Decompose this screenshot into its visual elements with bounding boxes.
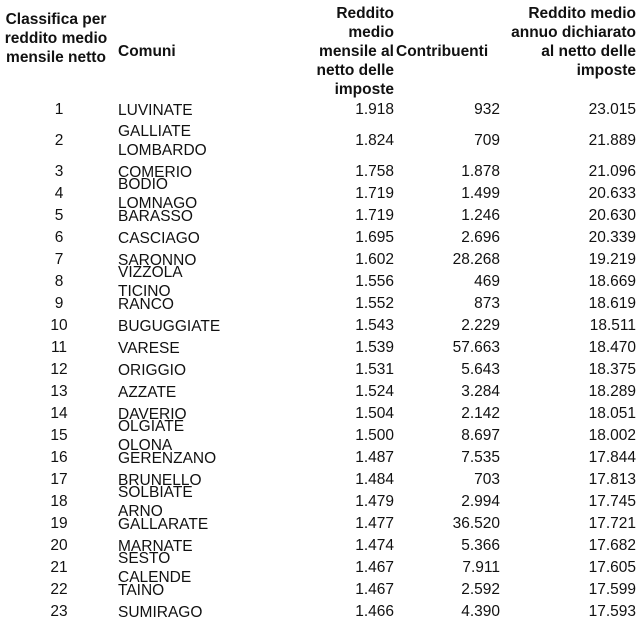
cell-reddito-mensile: 1.719	[355, 207, 394, 224]
cell-reddito-annuo: 21.889	[588, 132, 636, 149]
comune-name: BARASSO	[118, 207, 193, 225]
cell-comune	[118, 176, 298, 212]
header-rank: Classifica per reddito medio mensile netto	[4, 11, 108, 66]
table-row	[0, 359, 640, 381]
comune-name: COMERIO	[118, 163, 193, 181]
cell-rank: 15	[50, 427, 68, 444]
cell-reddito-mensile: 1.543	[355, 317, 394, 334]
table-row	[0, 205, 640, 227]
cell-reddito-annuo: 18.470	[588, 339, 636, 356]
cell-contribuenti: 1.878	[461, 163, 500, 180]
comune-name: DAVERIO	[118, 405, 187, 423]
comune-name: SOLBIATE ARNO	[118, 484, 193, 520]
cell-reddito-mensile: 1.719	[355, 185, 394, 202]
cell-reddito-annuo: 17.593	[588, 603, 636, 620]
cell-comune	[118, 205, 298, 227]
cell-contribuenti: 469	[474, 273, 500, 290]
comune-name: GALLIATE LOMBARDO	[118, 123, 207, 159]
table-row	[0, 161, 640, 183]
cell-reddito-annuo: 20.630	[588, 207, 636, 224]
cell-comune	[118, 381, 298, 403]
cell-contribuenti: 7.911	[462, 559, 500, 576]
cell-reddito-mensile: 1.467	[355, 581, 394, 598]
cell-contribuenti: 709	[474, 132, 500, 149]
cell-reddito-mensile: 1.556	[355, 273, 394, 290]
comune-name: LUVINATE	[118, 101, 193, 119]
cell-comune	[118, 315, 298, 337]
cell-rank: 22	[50, 581, 68, 598]
cell-rank: 14	[50, 405, 68, 422]
cell-reddito-annuo: 20.633	[588, 185, 636, 202]
table-row	[0, 227, 640, 249]
cell-contribuenti: 2.994	[461, 493, 500, 510]
cell-contribuenti: 1.499	[461, 185, 500, 202]
header-reddito-annuo: Reddito medio annuo dichiarato al netto delle imposte	[511, 5, 636, 79]
cell-reddito-mensile: 1.479	[355, 493, 394, 510]
table-row	[0, 469, 640, 491]
cell-reddito-mensile: 1.758	[355, 163, 394, 180]
cell-reddito-mensile: 1.477	[355, 515, 394, 532]
cell-comune	[118, 579, 298, 601]
comune-name: ORIGGIO	[118, 361, 187, 379]
table-row	[0, 535, 640, 557]
cell-rank: 10	[50, 317, 68, 334]
cell-contribuenti: 2.229	[461, 317, 500, 334]
cell-comune	[118, 293, 298, 315]
cell-reddito-annuo: 17.682	[588, 537, 636, 554]
table-row	[0, 337, 640, 359]
cell-comune	[118, 484, 298, 520]
cell-reddito-mensile: 1.539	[355, 339, 394, 356]
comune-name: AZZATE	[118, 383, 177, 401]
comune-name: VARESE	[118, 339, 180, 357]
comune-name: GERENZANO	[118, 449, 217, 467]
cell-rank: 19	[50, 515, 68, 532]
cell-contribuenti: 932	[474, 101, 500, 118]
cell-contribuenti: 873	[474, 295, 500, 312]
table-row	[0, 484, 640, 520]
comune-name: SESTO CALENDE	[118, 550, 192, 586]
table-row	[0, 601, 640, 623]
cell-comune	[118, 601, 298, 623]
cell-contribuenti: 28.268	[452, 251, 500, 268]
cell-reddito-mensile: 1.531	[355, 361, 394, 378]
cell-reddito-annuo: 18.002	[588, 427, 636, 444]
cell-comune	[118, 264, 298, 300]
comune-name: CASCIAGO	[118, 229, 200, 247]
table-row	[0, 249, 640, 271]
cell-reddito-mensile: 1.500	[355, 427, 394, 444]
header-reddito-mensile: Reddito medio mensile al netto delle imposte	[316, 5, 394, 98]
cell-contribuenti: 36.520	[452, 515, 500, 532]
cell-comune	[118, 121, 298, 161]
cell-reddito-mensile: 1.695	[355, 229, 394, 246]
cell-reddito-annuo: 18.289	[588, 383, 636, 400]
cell-contribuenti: 703	[474, 471, 500, 488]
cell-rank: 7	[54, 251, 64, 268]
cell-reddito-annuo: 17.844	[588, 449, 636, 466]
cell-contribuenti: 2.142	[461, 405, 500, 422]
cell-comune	[118, 513, 298, 535]
cell-reddito-annuo: 18.669	[588, 273, 636, 290]
comune-name: BODIO LOMNAGO	[118, 176, 198, 212]
table-row	[0, 513, 640, 535]
table-row	[0, 579, 640, 601]
cell-reddito-annuo: 18.051	[588, 405, 636, 422]
table-header	[0, 0, 640, 102]
table-row	[0, 293, 640, 315]
cell-reddito-mensile: 1.824	[355, 132, 394, 149]
comune-name: TAINO	[118, 581, 165, 599]
cell-contribuenti: 5.366	[461, 537, 500, 554]
cell-reddito-mensile: 1.602	[355, 251, 394, 268]
cell-rank: 20	[50, 537, 68, 554]
comune-name: SUMIRAGO	[118, 603, 203, 621]
cell-contribuenti: 4.390	[461, 603, 500, 620]
cell-reddito-mensile: 1.487	[355, 449, 394, 466]
cell-reddito-annuo: 18.619	[588, 295, 636, 312]
cell-contribuenti: 3.284	[461, 383, 500, 400]
comune-name: OLGIATE OLONA	[118, 418, 185, 454]
cell-comune	[118, 418, 298, 454]
table-row	[0, 403, 640, 425]
cell-reddito-annuo: 18.375	[588, 361, 636, 378]
comune-name: SARONNO	[118, 251, 197, 269]
cell-rank: 1	[54, 101, 64, 118]
table-row	[0, 381, 640, 403]
cell-reddito-annuo: 17.721	[588, 515, 636, 532]
cell-comune	[118, 550, 298, 586]
comune-name: MARNATE	[118, 537, 193, 555]
cell-reddito-annuo: 20.339	[588, 229, 636, 246]
cell-rank: 4	[54, 185, 64, 202]
table-row	[0, 99, 640, 121]
comune-name: VIZZOLA TICINO	[118, 264, 182, 300]
cell-reddito-annuo: 17.605	[588, 559, 636, 576]
cell-reddito-annuo: 17.745	[588, 493, 636, 510]
cell-comune	[118, 359, 298, 381]
cell-reddito-annuo: 17.599	[588, 581, 636, 598]
table-row	[0, 550, 640, 586]
cell-rank: 17	[50, 471, 68, 488]
table-row	[0, 418, 640, 454]
cell-contribuenti: 7.535	[461, 449, 500, 466]
header-comune: Comuni	[118, 43, 176, 60]
cell-reddito-annuo: 19.219	[588, 251, 636, 268]
cell-contribuenti: 1.246	[461, 207, 500, 224]
cell-rank: 11	[50, 339, 68, 356]
cell-reddito-annuo: 23.015	[588, 101, 636, 118]
cell-rank: 21	[50, 559, 68, 576]
cell-reddito-annuo: 18.511	[589, 317, 636, 334]
cell-reddito-mensile: 1.918	[355, 101, 394, 118]
cell-contribuenti: 2.696	[461, 229, 500, 246]
cell-reddito-mensile: 1.474	[355, 537, 394, 554]
comune-name: BRUNELLO	[118, 471, 202, 489]
cell-reddito-mensile: 1.484	[355, 471, 394, 488]
cell-reddito-mensile: 1.466	[355, 603, 394, 620]
cell-rank: 16	[50, 449, 68, 466]
cell-reddito-mensile: 1.504	[355, 405, 394, 422]
cell-rank: 6	[54, 229, 64, 246]
cell-reddito-mensile: 1.524	[355, 383, 394, 400]
cell-comune	[118, 99, 298, 121]
table-row	[0, 315, 640, 337]
cell-reddito-mensile: 1.552	[355, 295, 394, 312]
cell-rank: 5	[54, 207, 64, 224]
table-row	[0, 176, 640, 212]
cell-contribuenti: 2.592	[461, 581, 500, 598]
cell-contribuenti: 57.663	[452, 339, 500, 356]
cell-comune	[118, 337, 298, 359]
cell-rank: 13	[50, 383, 68, 400]
cell-rank: 3	[54, 163, 64, 180]
cell-rank: 8	[54, 273, 64, 290]
comune-name: BUGUGGIATE	[118, 317, 221, 335]
cell-rank: 23	[50, 603, 68, 620]
cell-contribuenti: 8.697	[461, 427, 500, 444]
table-body	[0, 99, 640, 623]
comune-name: GALLARATE	[118, 515, 209, 533]
comune-name: RANCO	[118, 295, 174, 313]
cell-comune	[118, 447, 298, 469]
cell-reddito-mensile: 1.467	[355, 559, 394, 576]
cell-rank: 2	[54, 132, 64, 149]
header-contribuenti: Contribuenti	[396, 43, 489, 60]
table-row	[0, 264, 640, 300]
cell-contribuenti: 5.643	[461, 361, 500, 378]
cell-reddito-annuo: 21.096	[588, 163, 636, 180]
cell-reddito-annuo: 17.813	[588, 471, 636, 488]
cell-comune	[118, 227, 298, 249]
cell-rank: 9	[54, 295, 64, 312]
cell-rank: 12	[50, 361, 68, 378]
table-row	[0, 121, 640, 161]
cell-rank: 18	[50, 493, 68, 510]
table-row	[0, 447, 640, 469]
